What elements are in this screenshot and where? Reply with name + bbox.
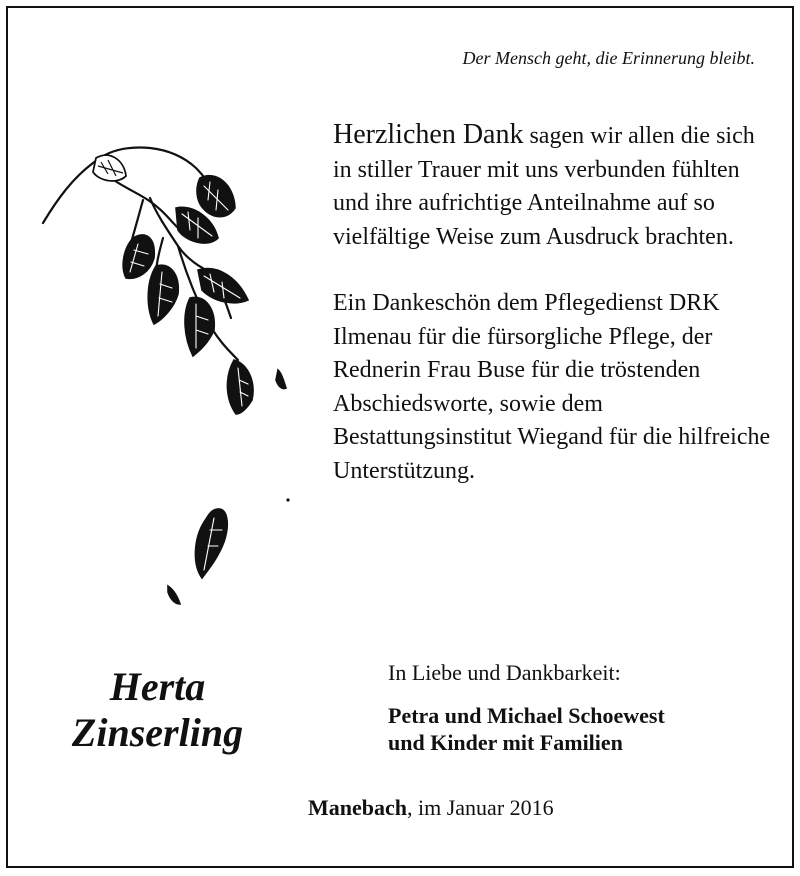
deceased-first-name: Herta: [109, 664, 206, 709]
birch-branch-icon: [38, 138, 298, 613]
deceased-last-name: Zinserling: [71, 710, 244, 755]
place-date: [308, 795, 554, 821]
deceased-name: [30, 664, 285, 756]
thanks-text: [333, 118, 773, 488]
thanks-paragraph-2: Ein Dankeschön dem Pflegedienst DRK Ilmenau für die fürsorgliche Pflege, der Rednerin Frau Buse für die tröstenden Abschiedsworte, sowie dem Bestattungsinstitut Wiegand für die hilfreiche Unterstützung.: [333, 290, 771, 484]
thanks-lead: Herzlichen Dank: [333, 119, 524, 150]
family-line-2: und Kinder mit Familien: [388, 730, 623, 755]
family-names: [388, 702, 665, 756]
motto: Der Mensch geht, die Erinnerung bleibt.: [462, 48, 755, 68]
family-line-1: Petra und Michael Schoewest: [388, 703, 665, 728]
date: , im Januar 2016: [407, 795, 554, 820]
thanks-paragraph-1: [333, 118, 773, 254]
place: Manebach: [308, 795, 407, 820]
thanks-paragraph-1-rest: sagen wir allen die sich in stiller Trauer mit uns verbunden fühlten und ihre aufrichtige Anteilnahme auf so vielfältige Weise zum Ausdruck brachten.: [333, 123, 755, 250]
closing-line: In Liebe und Dankbarkeit:: [388, 660, 621, 685]
